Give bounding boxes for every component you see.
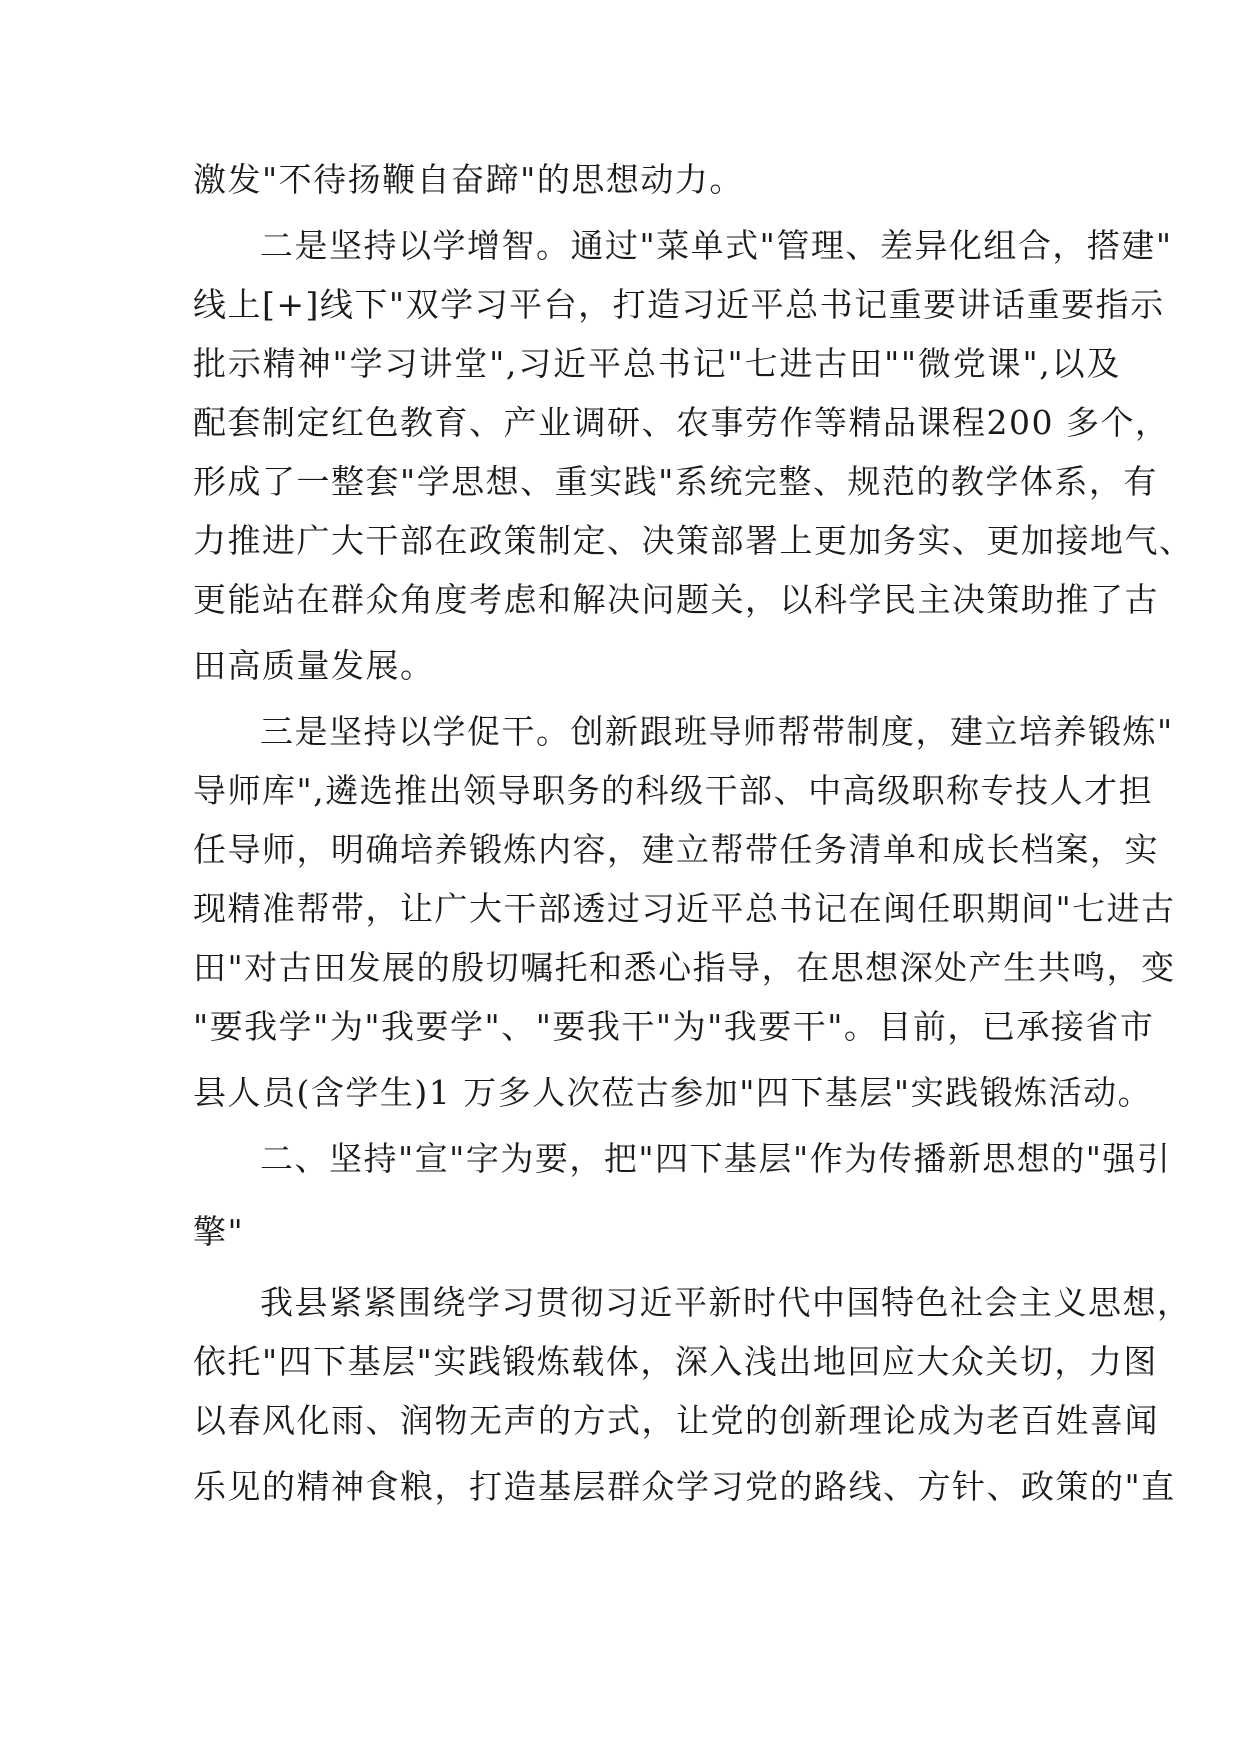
text-line-21: 以春风化雨、润物无声的方式，让党的创新理论成为老百姓喜闻: [193, 1401, 1159, 1440]
text-line-15: "要我学"为"我要学"、"要我干"为"我要干"。目前，已承接省市: [193, 1007, 1155, 1046]
text-line-20: 依托"四下基层"实践锻炼载体，深入浅出地回应大众关切，力图: [193, 1342, 1158, 1381]
text-line-8: 更能站在群众角度考虑和解决问题关，以科学民主决策助推了古: [193, 580, 1159, 619]
text-line-2: 二是坚持以学增智。通过"菜单式"管理、差异化组合，搭建": [260, 226, 1173, 265]
text-line-12: 任导师，明确培养锻炼内容，建立帮带任务清单和成长档案，实: [193, 830, 1159, 869]
text-line-5: 配套制定红色教育、产业调研、农事劳作等精品课程200 多个，: [193, 403, 1170, 442]
text-line-3: 线上[+]线下"双学习平台，打造习近平总书记重要讲话重要指示: [193, 285, 1165, 324]
text-line-9: 田高质量发展。: [193, 646, 435, 685]
text-line-13: 现精准帮带，让广大干部透过习近平总书记在闽任职期间"七进古: [193, 889, 1176, 928]
text-line-1: 激发"不待扬鞭自奋蹄"的思想动力。: [193, 160, 744, 199]
section-heading-line-1: 二、坚持"宣"字为要，把"四下基层"作为传播新思想的"强引: [260, 1139, 1172, 1178]
text-line-19: 我县紧紧围绕学习贯彻习近平新时代中国特色社会主义思想，: [260, 1283, 1192, 1322]
text-line-22: 乐见的精神食粮，打造基层群众学习党的路线、方针、政策的"直: [193, 1467, 1176, 1506]
text-line-10: 三是坚持以学促干。创新跟班导师帮带制度，建立培养锻炼": [260, 712, 1174, 751]
text-line-11: 导师库",遴选推出领导职务的科级干部、中高级职称专技人才担: [193, 771, 1154, 810]
text-line-6: 形成了一整套"学思想、重实践"系统完整、规范的教学体系，有: [193, 462, 1158, 501]
text-line-14: 田"对古田发展的殷切嘱托和悉心指导，在思想深处产生共鸣，变: [193, 948, 1176, 987]
section-heading-line-2: 擎": [193, 1212, 245, 1251]
text-line-7: 力推进广大干部在政策制定、决策部署上更加务实、更加接地气、: [193, 521, 1194, 560]
text-line-16: 县人员(含学生)1 万多人次莅古参加"四下基层"实践锻炼活动。: [193, 1073, 1153, 1112]
text-line-4: 批示精神"学习讲堂",习近平总书记"七进古田""微党课",以及: [193, 344, 1121, 383]
